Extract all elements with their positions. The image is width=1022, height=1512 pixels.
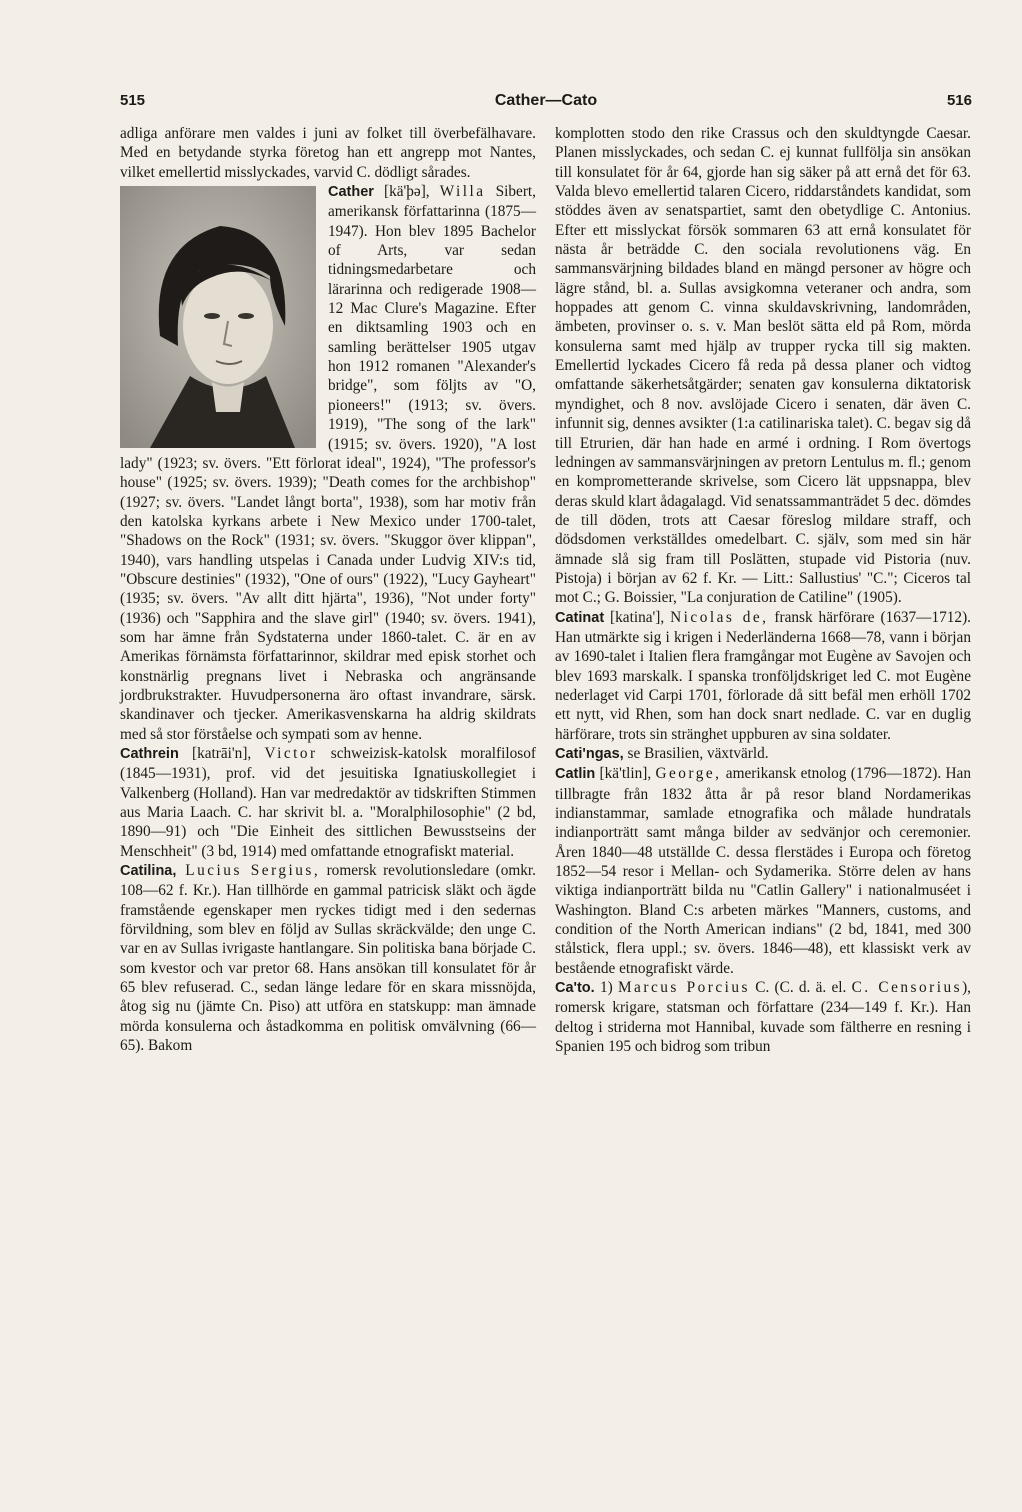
headword-cato: Ca'to. [555, 980, 595, 997]
entry-text: C. (C. d. ä. el. [749, 979, 852, 997]
entry-catilina [120, 861, 536, 1055]
right-column [555, 124, 971, 1057]
person-name: Nicolas de, [670, 608, 769, 626]
entry-catingas [555, 744, 971, 764]
portrait-image [120, 186, 316, 448]
headword-catlin: Catlin [555, 766, 596, 783]
person-name: George, [655, 765, 722, 783]
headword-catinat: Catinat [555, 609, 605, 626]
page-number-right: 516 [946, 92, 972, 109]
pronunciation: [kä'þə], [373, 183, 440, 201]
headword-cathrein: Cathrein [120, 746, 179, 762]
pronunciation: [katrāi'n], [178, 745, 265, 762]
pronunciation: [katina'], [604, 608, 671, 626]
entry-text: se Brasilien, växtvärld. [623, 745, 769, 762]
pronunciation: [kä'tlin], [595, 765, 656, 783]
entry-cather [120, 182, 536, 744]
page-number-left: 515 [120, 92, 146, 109]
person-name: Marcus Porcius [617, 979, 750, 997]
entry-text: ), romersk krigare, statsman och författare (234—149 f. Kr.). Han deltog i striderna mot Hannibal, kuvade som fältherre en resning i Spanien 195 och bidrog som tribun [555, 979, 971, 1056]
headword-cather: Cather [328, 184, 374, 201]
left-column [120, 124, 536, 1056]
person-name: Victor [264, 745, 318, 762]
paragraph-continuation: komplotten stodo den rike Crassus och den skuldtyngde Caesar. Planen misslyckades, och sedan C. ej kunnat fullfölja sin ansökan till konsulatet för år 64, gjorde han sig säker på att ernå det för 63. Valda blevo emellertid talaren Cicero, riddarståndets kandidat, som stöddes även av senatspartiet, samt den obetydlige C. Antonius. Efter ett misslyckat försök sommaren 63 att ernå konsulatet för nästa år beträdde C. den sociala revolutionens väg. En sammansvärjning bildades bland en mängd personer av högre och lägre stånd, bl. a. Sullas avsigkomna veteraner och andra, som hoppades att genom C. vinna skuldavskrivning, landområden, ämbeten, provinser o. s. v. Man beslöt sätta eld på Rom, mörda konsulerna samt med hjälp av trupper rycka till sig makten. Emellertid lyckades Cicero få reda på dessa planer och vidtog omfattande säkerhetsåtgärder; senaten gav konsulerna diktatorisk myndighet, och 8 nov. avslöjade Cicero i senaten, där även C. infunnit sig, dennes avsikter (1:a catilinariska talet). C. begav sig då till Etrurien, där han hade en armé i ordning. I Rom övertogs ledningen av sammansvärjningen av pretorn Lentulus m. fl.; genom en komprometterande skrivelse, som Cicero lät uppsnappa, blev deras skuld klart ådagalagd. Vid senatssammanträdet 5 dec. dömdes de till döden, trots att Caesar föreslog mildare straff, och dödsdomen verkställdes omedelbart. C. själv, som med sin här ämnade slå sig fram till Poslätten, stupade vid Pistoria (nuv. Pistoja) i början av 62 f. Kr. — Litt.: Sallustius' "C."; Ciceros tal mot C.; G. Boissier, "La conjuration de Catiline" (1905). [555, 125, 971, 607]
entry-text: Sibert, amerikansk författarinna (1875—1947). Hon blev 1895 Bachelor of Arts, var sedan tidningsmedarbetare och lärarinna och redigerade 1908—12 Mac Clure's Magazine. Efter en diktsamling 1903 och en samling berättelser 1905 utgav hon 1912 romanen "Alexander's bridge", som följts av "O, pioneers!" (1913; sv. övers. 1919), "The song of the lark" (1915; sv. övers. 1920), "A lost lady" (1923; sv. övers. "Ett förlorat ideal", 1924), "The professor's house" (1925; sv. övers. 1939); "Death comes for the archbishop" (1927; sv. övers. "Landet långt borta", 1938), som har motiv från den katolska kyrkans arbete i New Mexico under 1700-talet, "Shadows on the Rock" (1931; sv. övers. "Skuggor över klippan", 1940), vars handling utspelas i Canada under Ludvig XIV:s tid, "Obscure destinies" (1932), "One of ours" (1922), "Lucy Gayheart" (1935; sv. övers. "Av allt ditt hjärta", 1936), "Not under forty" (1936) och "Sapphira and the slave girl" (1940; sv. övers. 1941), som har ämne från Sydstaterna under 1860-talet. C. är en av Amerikas förnämsta författarinnor, skildrar med episk storhet och konstnärlig pregnans livet i Nebraska och angränsande jordbrukstrakter. Huvudpersonerna äro oftast invandrare, särsk. skandinaver och tjecker. Amerikasvenskarna ha aldrig skildrats med så stor förståelse och sympati som av henne. [120, 183, 536, 743]
entry-catinat [555, 608, 971, 744]
headword-catilina: Catilina, [120, 863, 177, 880]
entry-text: amerikansk etnolog (1796—1872). Han tillbragte från 1832 åtta år på resor bland Nordamerikas indianstammar, samlade etnografika och målade hundratals indianporträtt samt många bilder av sedvänjor och ceremonier. Åren 1840—48 utställde C. dessa flerstädes i Europa och företog 1852—54 resor i Mellan- och Sydamerika. Större delen av hans viktiga indianporträtt bilda nu "Catlin Gallery" i nationalmuséet i Washington. Bland C:s arbeten märkes "Manners, customs, and condition of the North American indians" (2 bd, 1841, med 300 stålstick, flera uppl.; sv. övers. 1846—48), ett klassiskt verk av bestående etnografiskt värde. [555, 765, 971, 977]
entry-text: schweizisk-katolsk moralfilosof (1845—1931), prof. vid det jesuitiska Ignatiuskollegiet i Valkenberg (Holland). Han var medredaktör av tidskriften Stimmen aus Maria Laach. C. har skrivit bl. a. "Moralphilosophie" (2 bd, 1890—91) och "Die Einheit des sittlichen Bewusstseins der Menschheit" (3 bd, 1914) med omfattande etnografiskt material. [120, 745, 536, 860]
paragraph-continuation: adliga anförare men valdes i juni av folket till överbefälhavare. Med en betydande styrka företog han ett angrepp mot Nantes, vilket emellertid misslyckades, varvid C. dödligt sårades. [120, 125, 536, 181]
entry-catlin [555, 764, 971, 978]
running-title: Cather—Cato [494, 92, 598, 109]
page-header [120, 88, 972, 114]
headword-catingas: Cati'ngas, [555, 746, 624, 762]
entry-text: romersk revolutionsledare (omkr. 108—62 f. Kr.). Han tillhörde en gammal patricisk släkt och ägde framstående egenskaper men ryckes tidigt med i den sedernas förvildning, som blev en följd av Sullas skräckvälde; den unge C. var en av Sullas ivrigaste hantlangare. Sin politiska bana började C. som kvestor och var pretor 68. Hans ansökan till konsulatet för år 65 blev refuserad. C., sedan länge ledare för en skara missnöjda, åtog sig nu (jämte Cn. Piso) att utföra en statskupp: man ämnade mörda konsulerna och åstadkomma en politisk omvälvning (66—65). Bakom [120, 862, 536, 1055]
entry-cathrein [120, 744, 536, 861]
portrait-photo [120, 186, 316, 448]
entry-text: fransk härförare (1637—1712). Han utmärkte sig i krigen i Nederländerna 1668—78, vann i början av 1690-talet i Italien flera framgångar mot Eugène av Savojen och blev 1693 marskalk. I spanska tronföljdskriget led C. mot Eugène nederlaget vid Carpi 1701, förlorade då sitt befäl men erhöll 1702 ett nytt, vid Rhen, som han dock snart nedlade. C. var en duglig härförare, trots sin stränghet uppburen av sina soldater. [555, 608, 971, 743]
person-name: Willa [439, 183, 486, 201]
entry-cato [555, 978, 971, 1056]
entry-number: 1) [594, 979, 618, 997]
person-name-alt: C. Censorius [851, 979, 963, 997]
person-name: Lucius Sergius, [176, 862, 321, 880]
